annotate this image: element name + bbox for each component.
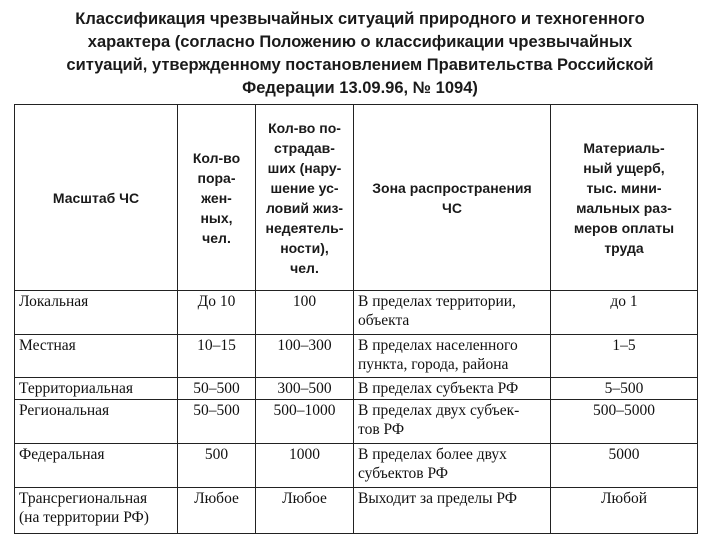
cell-affected: 10–15 [178, 335, 256, 378]
cell-zone: В пределах территории, объекта [354, 291, 551, 335]
cell-zone: В пределах более двух субъектов РФ [354, 444, 551, 488]
table-row [15, 488, 698, 534]
table-row [15, 291, 698, 335]
title-line-2: характера (согласно Положению о классификации чрезвычайных [87, 33, 633, 51]
cell-scale: Локальная [15, 291, 178, 335]
cell-affected: До 10 [178, 291, 256, 335]
table-row [15, 378, 698, 400]
header-zone: Зона распространения ЧС [354, 105, 551, 291]
cell-zone: В пределах населенного пункта, города, района [354, 335, 551, 378]
title-line-4: Федерации 13.09.96, № 1094) [242, 79, 478, 97]
cell-scale: Местная [15, 335, 178, 378]
header-damage: Материаль- ный ущерб, тыс. мини- мальных раз- меров оплаты труда [551, 105, 698, 291]
cell-victims: 300–500 [256, 378, 354, 400]
cell-victims: 1000 [256, 444, 354, 488]
cell-damage: 5–500 [551, 378, 698, 400]
cell-scale: Территориальная [15, 378, 178, 400]
cell-damage: 5000 [551, 444, 698, 488]
page-title [24, 8, 696, 100]
cell-zone: В пределах субъекта РФ [354, 378, 551, 400]
cell-scale: Трансрегиональная (на территории РФ) [15, 488, 178, 534]
table-row [15, 335, 698, 378]
table-header-row [15, 105, 698, 291]
header-affected: Кол-во пора- жен- ных, чел. [178, 105, 256, 291]
cell-damage: 1–5 [551, 335, 698, 378]
cell-zone: В пределах двух субъек- тов РФ [354, 400, 551, 444]
cell-damage: Любой [551, 488, 698, 534]
cell-scale: Региональная [15, 400, 178, 444]
cell-victims: 100–300 [256, 335, 354, 378]
title-line-1: Классификация чрезвычайных ситуаций природного и техногенного [75, 10, 645, 28]
cell-affected: Любое [178, 488, 256, 534]
cell-damage: до 1 [551, 291, 698, 335]
cell-affected: 50–500 [178, 400, 256, 444]
cell-victims: 500–1000 [256, 400, 354, 444]
cell-zone: Выходит за пределы РФ [354, 488, 551, 534]
header-victims: Кол-во по- страдав- ших (нару- шение ус- ловий жиз- недеятель- ности), чел. [256, 105, 354, 291]
cell-affected: 500 [178, 444, 256, 488]
ches-classification-table [14, 104, 698, 534]
cell-scale: Федеральная [15, 444, 178, 488]
table-row [15, 400, 698, 444]
table-row [15, 444, 698, 488]
header-scale: Масштаб ЧС [15, 105, 178, 291]
cell-victims: Любое [256, 488, 354, 534]
cell-affected: 50–500 [178, 378, 256, 400]
cell-damage: 500–5000 [551, 400, 698, 444]
cell-victims: 100 [256, 291, 354, 335]
title-line-3: ситуаций, утвержденному постановлением Правительства Российской [66, 56, 654, 74]
